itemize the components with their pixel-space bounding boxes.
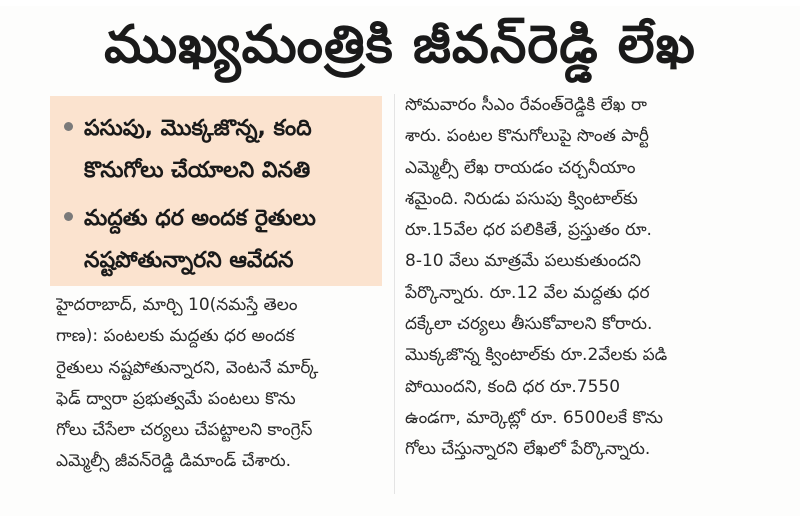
bullet-icon bbox=[64, 122, 73, 131]
body-line: పేర్కొన్నారు. రూ.12 వేల మద్దతు ధర bbox=[405, 282, 650, 303]
highlight-line: పసుపు, మొక్కజొన్న, కంది bbox=[84, 116, 312, 141]
highlight-box bbox=[50, 96, 382, 286]
highlight-line: మద్దతు ధర అందక రైతులు bbox=[84, 206, 316, 231]
body-line: రూ.15వేల ధర పలికితే, ప్రస్తుతం రూ. bbox=[405, 220, 652, 241]
body-line: సోమవారం సీఎం రేవంత్‌రెడ్డికి లేఖ రా bbox=[405, 95, 647, 115]
top-rule bbox=[0, 0, 800, 6]
body-line: ఎమ్మెల్సీ జీవన్‌రెడ్డి డిమాండ్ చేశారు. bbox=[56, 451, 292, 472]
body-line: శారు. పంటల కొనుగోలుపై సొంత పార్టీ bbox=[405, 126, 649, 147]
body-line: రైతులు నష్టపోతున్నారని, వెంటనే మార్క్ bbox=[56, 357, 319, 378]
body-line: గోలు చేస్తున్నారని లేఖలో పేర్కొన్నారు. bbox=[405, 439, 651, 460]
body-line: దక్కేలా చర్యలు తీసుకోవాలని కోరారు. bbox=[405, 314, 653, 335]
body-line: ఎమ్మెల్సీ లేఖ రాయడం చర్చనీయాం bbox=[405, 157, 636, 178]
left-column bbox=[56, 290, 386, 478]
right-column bbox=[405, 90, 745, 466]
highlight-line: నష్టపోతున్నారని ఆవేదన bbox=[84, 248, 294, 273]
highlight-item bbox=[64, 108, 370, 192]
body-line: మొక్కజొన్న క్వింటాల్‌కు రూ.2వేలకు పడి bbox=[405, 345, 668, 366]
body-line: శమైంది. నిరుడు పసుపు క్వింటాల్‌కు bbox=[405, 188, 638, 209]
body-line: ఫెడ్ ద్వారా ప్రభుత్వమే పంటలు కొను bbox=[56, 388, 296, 409]
body-line: గాణ): పంటలకు మద్దతు ధర అందక bbox=[56, 326, 295, 347]
body-line: పోయిందని, కంది ధర రూ.7550 bbox=[405, 376, 621, 397]
body-line: ఉండగా, మార్కెట్లో రూ. 6500లకే కొను bbox=[405, 407, 663, 428]
body-line: 8-10 వేలు మాత్రమే పలుకుతుందని bbox=[405, 251, 641, 272]
bullet-icon bbox=[64, 212, 73, 221]
column-divider bbox=[394, 94, 395, 494]
body-line: గోలు చేసేలా చర్యలు చేపట్టాలని కాంగ్రెస్ bbox=[56, 420, 313, 441]
headline: ముఖ్యమంత్రికి జీవన్‌రెడ్డి లేఖ bbox=[104, 15, 696, 75]
body-line: హైదరాబాద్, మార్చి 10(నమస్తే తెలం bbox=[56, 295, 298, 315]
highlight-item bbox=[64, 198, 370, 282]
highlight-line: కొనుగోలు చేయాలని వినతి bbox=[84, 158, 311, 183]
